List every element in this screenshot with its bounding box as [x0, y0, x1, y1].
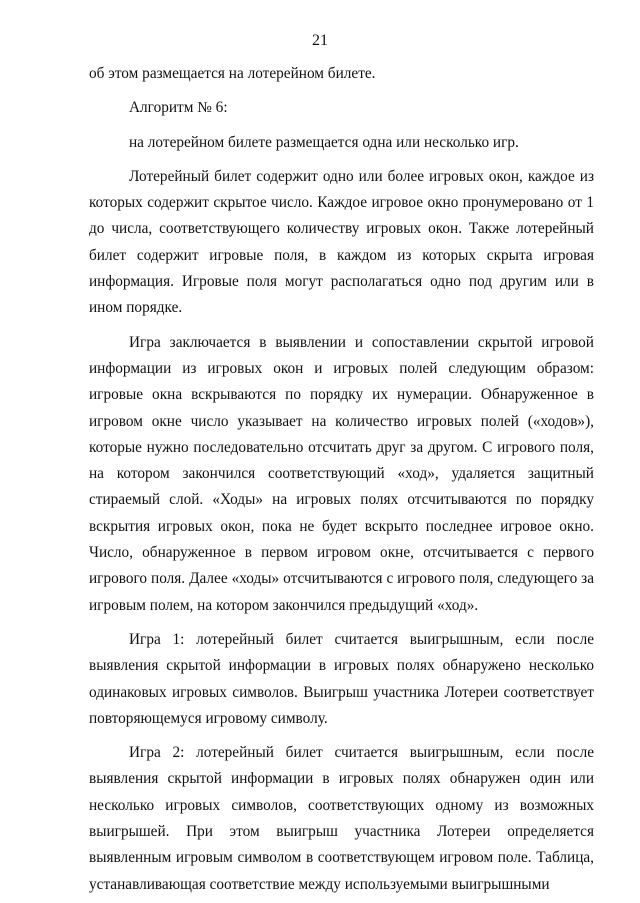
page-number: 21 — [312, 32, 328, 49]
paragraph-continuation: об этом размещается на лотерейном билете. — [89, 65, 376, 82]
paragraph-game-2: Игра 2: лотерейный билет считается выигрышным, если после выявления скрытой информации в игровых полях обнаружен один или несколько игровых символов, соответствующих одному из возможных выигрышей. При этом выигрыш участника Лотереи определяется выявленным игровым символом в соответствующем игровом поле. Таблица, устанавливающая соответствие между используемыми выигрышными — [89, 744, 594, 893]
body-text — [89, 61, 594, 898]
paragraph-game-1: Игра 1: лотерейный билет считается выигрышным, если после выявления скрытой информации в игровых полях обнаружено несколько одинаковых игровых символов. Выигрыш участника Лотереи соответствует повторяющемуся игровому символу. — [89, 630, 594, 727]
paragraph-ticket-description: Лотерейный билет содержит одно или более игровых окон, каждое из которых содержит скрытое число. Каждое игровое окно пронумеровано от 1 до числа, соответствующего количеству игровых окон. Также лотерейный билет содержит игровые поля, в каждом из которых скрыта игровая информация. Игровые поля могут располагаться одно под другим или в ином порядке. — [89, 167, 594, 317]
paragraph-algorithm-intro: на лотерейном билете размещается одна или несколько игр. — [129, 133, 519, 151]
paragraph-algorithm-heading: Алгоритм № 6: — [129, 99, 228, 117]
paragraph-game-rules: Игра заключается в выявлении и сопоставлении скрытой игровой информации из игровых окон и игровых полей следующим образом: игровые окна вскрываются по порядку их нумерации. Обнаруженное в игровом окне число указывает на количество игровых полей («ходов»), которые нужно последовательно отсчитать друг за другом. С игрового поля, на котором закончился соответствующий «ход», удаляется защитный стираемый слой. «Ходы» на игровых полях отсчитываются по порядку вскрытия игровых окон, пока не будет вскрыто последнее игровое окно. Число, обнаруженное в первом игровом окне, отсчитывается с первого игрового поля. Далее «ходы» отсчитываются с игрового поля, следующего за игровым полем, на котором закончился предыдущий «ход». — [89, 333, 594, 614]
